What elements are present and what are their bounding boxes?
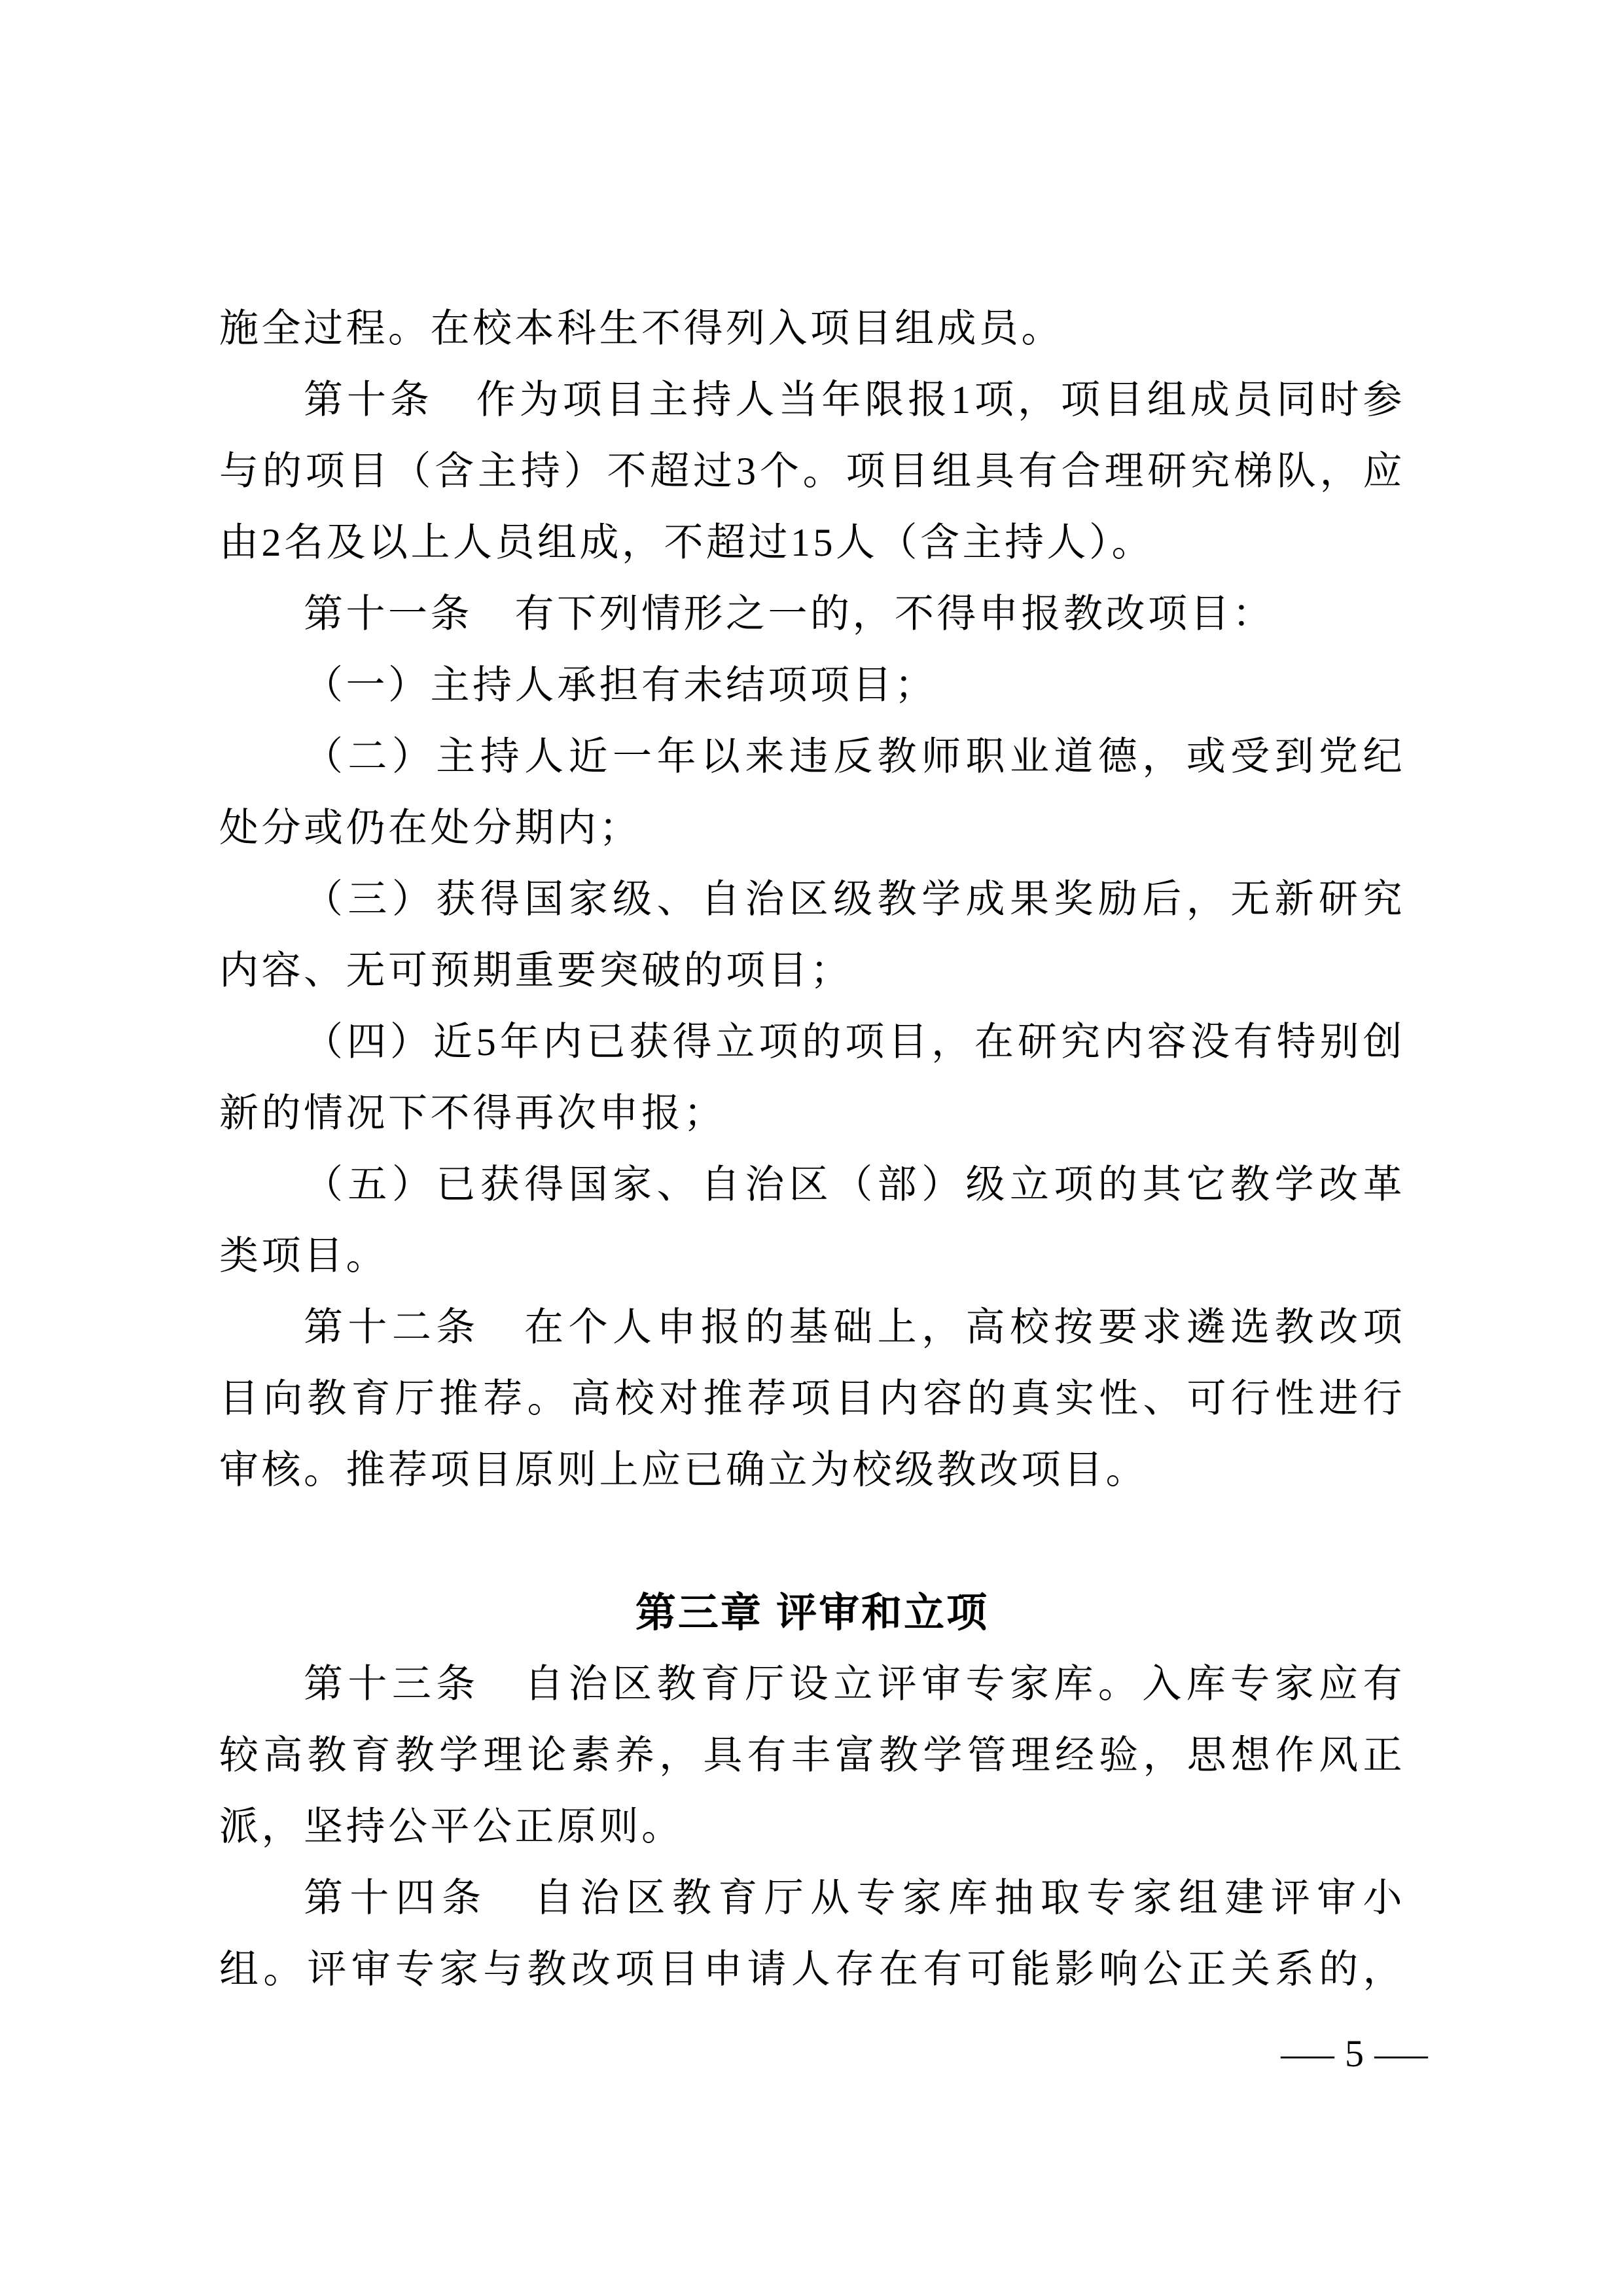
blank-line [219, 1506, 1405, 1577]
text-line: 审核。推荐项目原则上应已确立为校级教改项目。 [219, 1448, 1148, 1492]
text-line: 派，坚持公平公正原则。 [219, 1805, 684, 1848]
text-line: 目向教育厅推荐。高校对推荐项目内容的真实性、可行性进行 [219, 1377, 1405, 1420]
page-number-value: 5 [1345, 2032, 1364, 2075]
document-body [219, 293, 1405, 2005]
text-line: 内容、无可预期重要突破的项目； [219, 949, 853, 992]
page-number-dash-left: — [1281, 2032, 1334, 2075]
text-line: 处分或仍在处分期内； [219, 806, 641, 850]
text-line: （二）主持人近一年以来违反教师职业道德，或受到党纪 [304, 735, 1405, 778]
text-line: 与的项目（含主持）不超过3个。项目组具有合理研究梯队，应 [219, 450, 1405, 493]
text-line: 类项目。 [219, 1234, 388, 1278]
page-number-dash-right: — [1374, 2032, 1428, 2075]
page-number [1281, 2032, 1428, 2075]
text-line: 第十一条 有下列情形之一的，不得申报教改项目： [304, 592, 1275, 636]
text-line: （一）主持人承担有未结项项目； [304, 664, 937, 707]
text-line: 第十四条 自治区教育厅从专家库抽取专家组建评审小 [304, 1876, 1405, 1920]
text-line: 较高教育教学理论素养，具有丰富教学管理经验，思想作风正 [219, 1734, 1405, 1777]
text-line: 第十条 作为项目主持人当年限报1项，项目组成员同时参 [304, 378, 1405, 422]
text-line: （四）近5年内已获得立项的项目，在研究内容没有特别创 [304, 1020, 1405, 1064]
text-line: 由2名及以上人员组成，不超过15人（含主持人）。 [219, 521, 1154, 564]
text-line: （五）已获得国家、自治区（部）级立项的其它教学改革 [304, 1163, 1405, 1206]
text-line: 第十二条 在个人申报的基础上，高校按要求遴选教改项 [304, 1306, 1405, 1349]
text-line: 第十三条 自治区教育厅设立评审专家库。入库专家应有 [304, 1662, 1405, 1706]
text-line: 新的情况下不得再次申报； [219, 1092, 726, 1135]
text-line: 组。评审专家与教改项目申请人存在有可能影响公正关系的， [219, 1948, 1405, 1991]
text-line: 施全过程。在校本科生不得列入项目组成员。 [219, 307, 1063, 350]
text-line: （三）获得国家级、自治区级教学成果奖励后，无新研究 [304, 878, 1405, 921]
chapter-heading: 第三章 评审和立项 [635, 1590, 990, 1636]
